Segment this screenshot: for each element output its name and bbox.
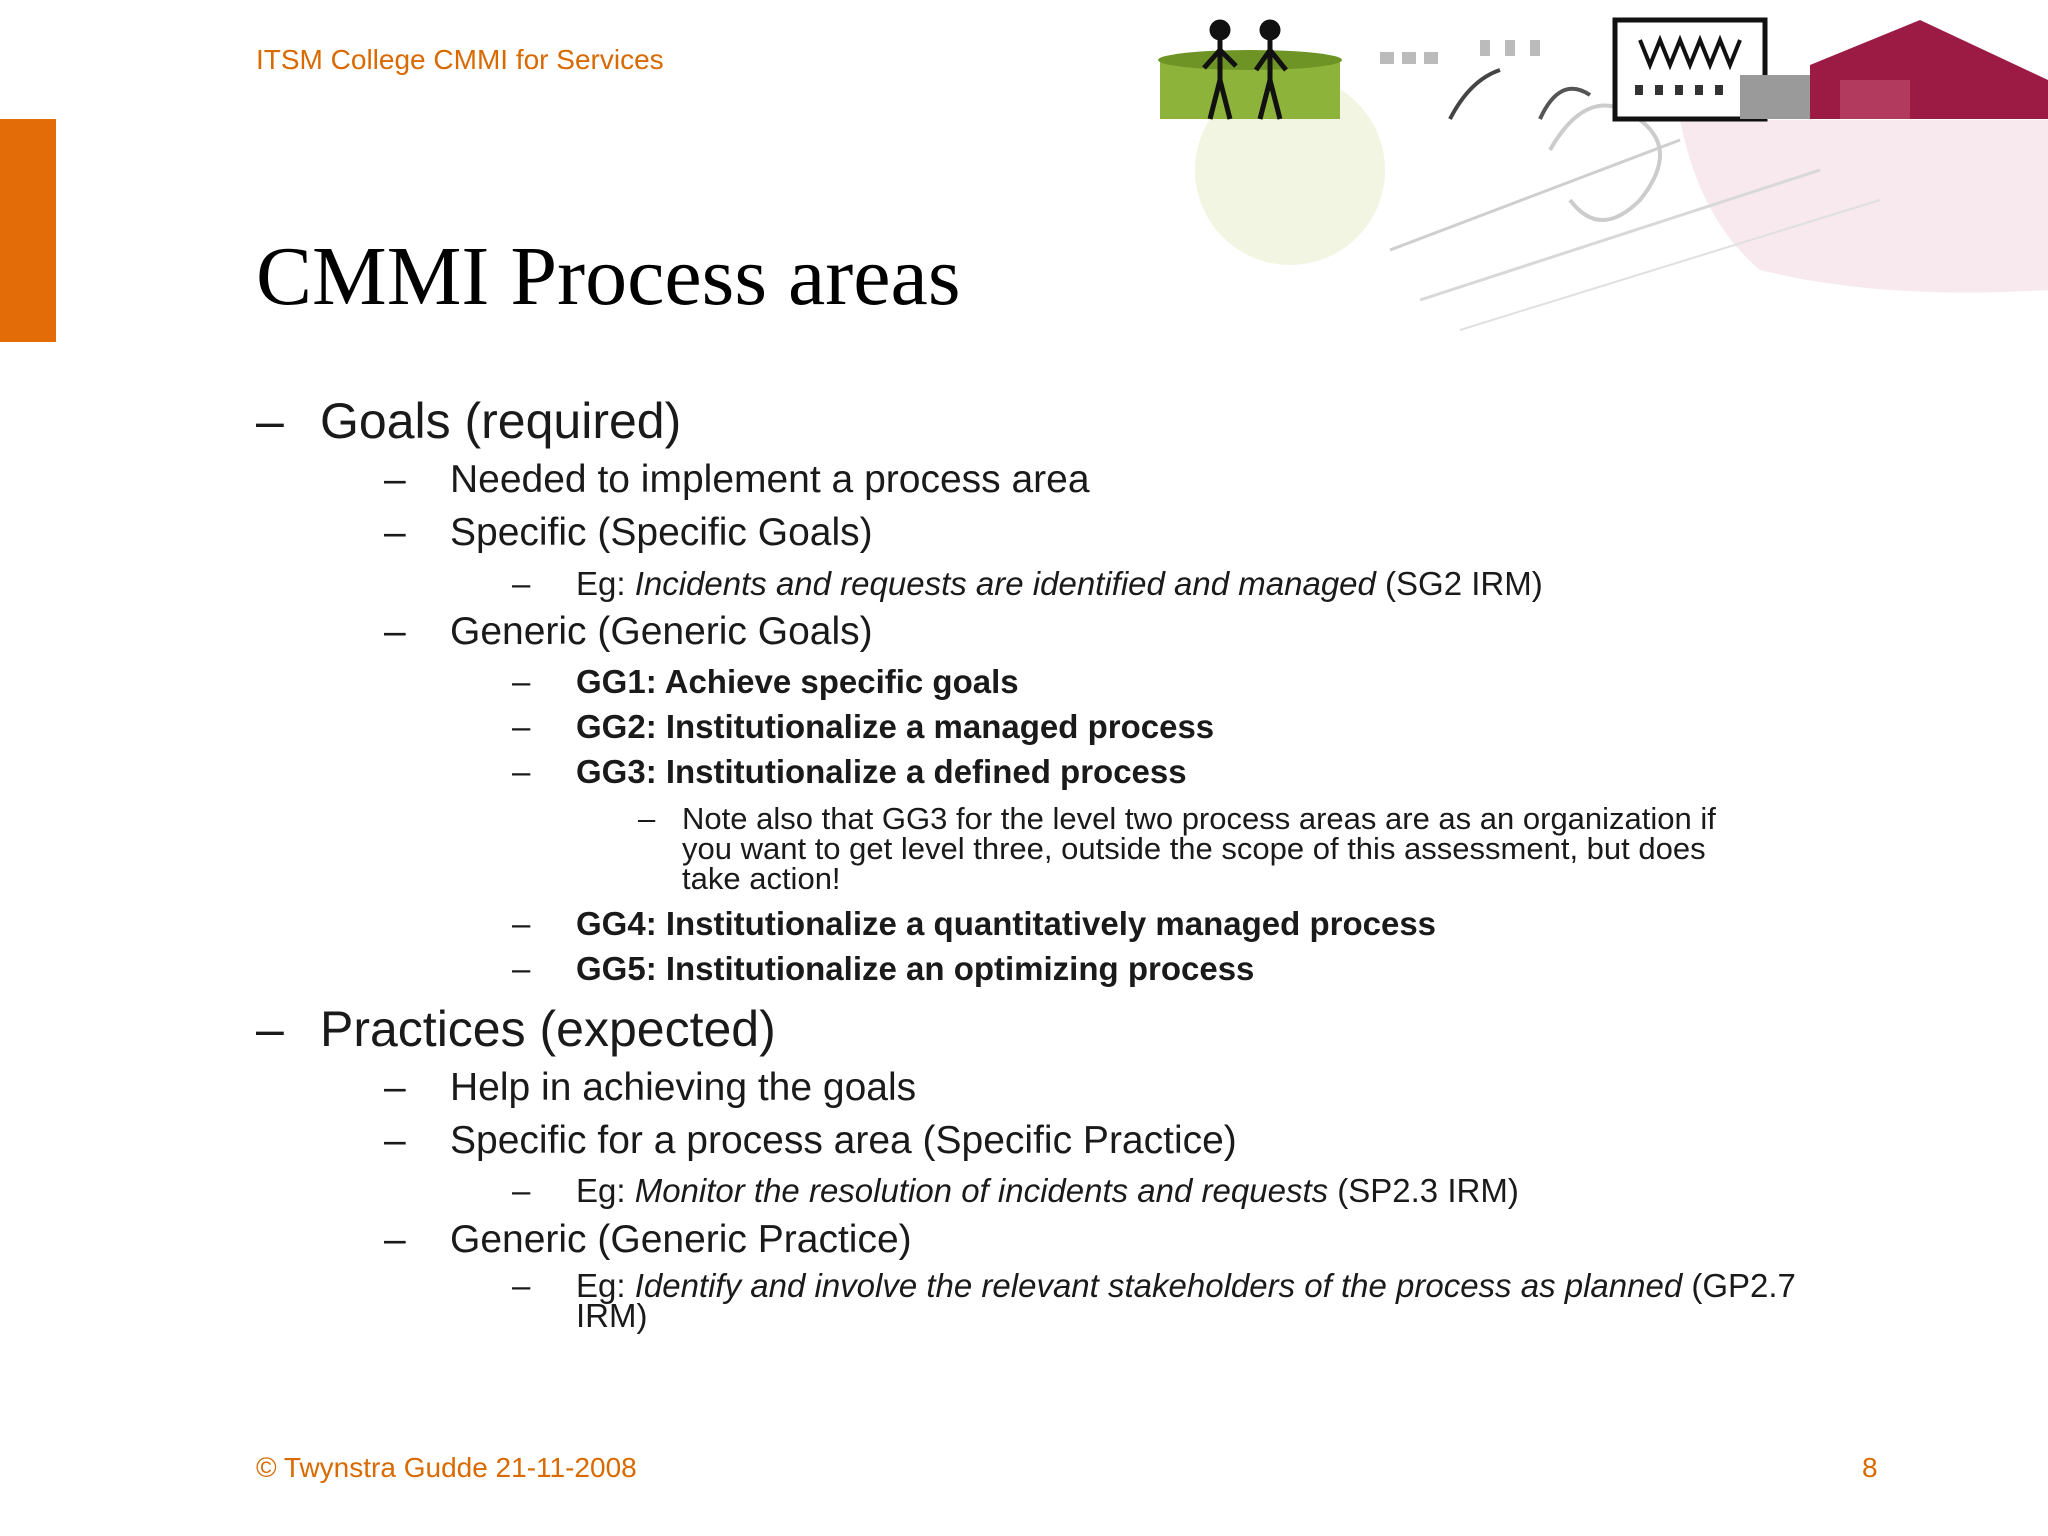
bullet-text: Specific (Specific Goals) — [450, 511, 873, 554]
bullet-specific-practice — [384, 1119, 1237, 1163]
example-prefix: Eg: — [576, 1172, 635, 1209]
bullet-goals — [256, 392, 682, 450]
bullet-text: Practices (expected) — [320, 1001, 776, 1057]
bullet-text: GG5: Institutionalize an optimizing process — [576, 950, 1255, 987]
example-suffix: (SP2.3 IRM) — [1328, 1172, 1519, 1209]
bullet-text: Specific for a process area (Specific Practice) — [450, 1119, 1237, 1162]
bullet-dash: – — [256, 393, 284, 449]
bullet-specific-goals — [384, 511, 873, 555]
bullet-dash: – — [256, 1001, 284, 1057]
bullet-text: GG1: Achieve specific goals — [576, 663, 1019, 700]
bullet-gg5 — [512, 950, 1255, 988]
note-text — [682, 801, 1716, 896]
bullet-text: Generic (Generic Practice) — [450, 1218, 912, 1261]
bullet-text: GG3: Institutionalize a defined process — [576, 753, 1187, 790]
slide-title: CMMI Process areas — [256, 230, 961, 323]
bullet-text: Generic (Generic Goals) — [450, 610, 873, 653]
bullet-dash: – — [384, 610, 406, 653]
bullet-gg3-note — [638, 801, 1716, 896]
bullet-text: GG2: Institutionalize a managed process — [576, 708, 1215, 745]
bullet-dash: – — [512, 708, 531, 745]
bullet-dash: – — [384, 511, 406, 554]
bullet-dash: – — [512, 663, 531, 700]
bullet-text: Help in achieving the goals — [450, 1066, 917, 1109]
accent-side-bar — [0, 119, 56, 342]
bullet-dash: – — [512, 1267, 531, 1304]
header-course-title: ITSM College CMMI for Services — [256, 44, 664, 75]
example-continuation: IRM) — [576, 1297, 648, 1334]
note-line: you want to get level three, outside the scope of this assessment, but does — [682, 831, 1706, 866]
note-line: take action! — [682, 861, 841, 896]
example-italic: Monitor the resolution of incidents and requests — [634, 1172, 1329, 1209]
bullet-specific-practice-example — [512, 1172, 1519, 1210]
bullet-practices — [256, 1000, 776, 1058]
bullet-dash: – — [638, 801, 656, 836]
bullet-text: GG4: Institutionalize a quantitatively managed process — [576, 905, 1437, 942]
bullet-dash: – — [384, 458, 406, 501]
bullet-help — [384, 1066, 917, 1110]
example-prefix: Eg: — [576, 565, 635, 602]
example-italic: Identify and involve the relevant stakeholders of the process as planned — [634, 1267, 1683, 1304]
bullet-dash: – — [512, 565, 531, 602]
bullet-gg4 — [512, 905, 1437, 943]
bullet-dash: – — [384, 1119, 406, 1162]
bullet-generic-practice — [384, 1218, 912, 1262]
example-italic: Incidents and requests are identified and managed — [634, 565, 1376, 602]
example-prefix: Eg: — [576, 1267, 635, 1304]
page-number: 8 — [1862, 1452, 1878, 1483]
bullet-gg2 — [512, 708, 1215, 746]
bullet-dash: – — [384, 1218, 406, 1261]
bullet-text — [576, 1172, 1519, 1210]
footer-copyright: © Twynstra Gudde 21-11-2008 — [256, 1452, 637, 1483]
example-suffix: (SG2 IRM) — [1375, 565, 1543, 602]
bullet-text: Needed to implement a process area — [450, 458, 1090, 501]
bullet-text — [576, 565, 1543, 603]
bullet-specific-goals-example — [512, 565, 1543, 603]
bullet-gg1 — [512, 663, 1019, 701]
bullet-dash: – — [512, 905, 531, 942]
bullet-generic-practice-example — [512, 1267, 1796, 1334]
note-line: Note also that GG3 for the level two process areas are as an organization if — [682, 801, 1716, 836]
bullet-dash: – — [384, 1066, 406, 1109]
bullet-needed — [384, 458, 1090, 502]
bullet-text — [576, 1267, 1796, 1334]
bullet-dash: – — [512, 753, 531, 790]
bullet-gg3 — [512, 753, 1187, 791]
bullet-dash: – — [512, 950, 531, 987]
banner-illustration — [1120, 0, 2048, 350]
bullet-dash: – — [512, 1172, 531, 1209]
bullet-generic-goals — [384, 610, 873, 654]
bullet-text: Goals (required) — [320, 393, 682, 449]
example-suffix: (GP2.7 — [1682, 1267, 1796, 1304]
